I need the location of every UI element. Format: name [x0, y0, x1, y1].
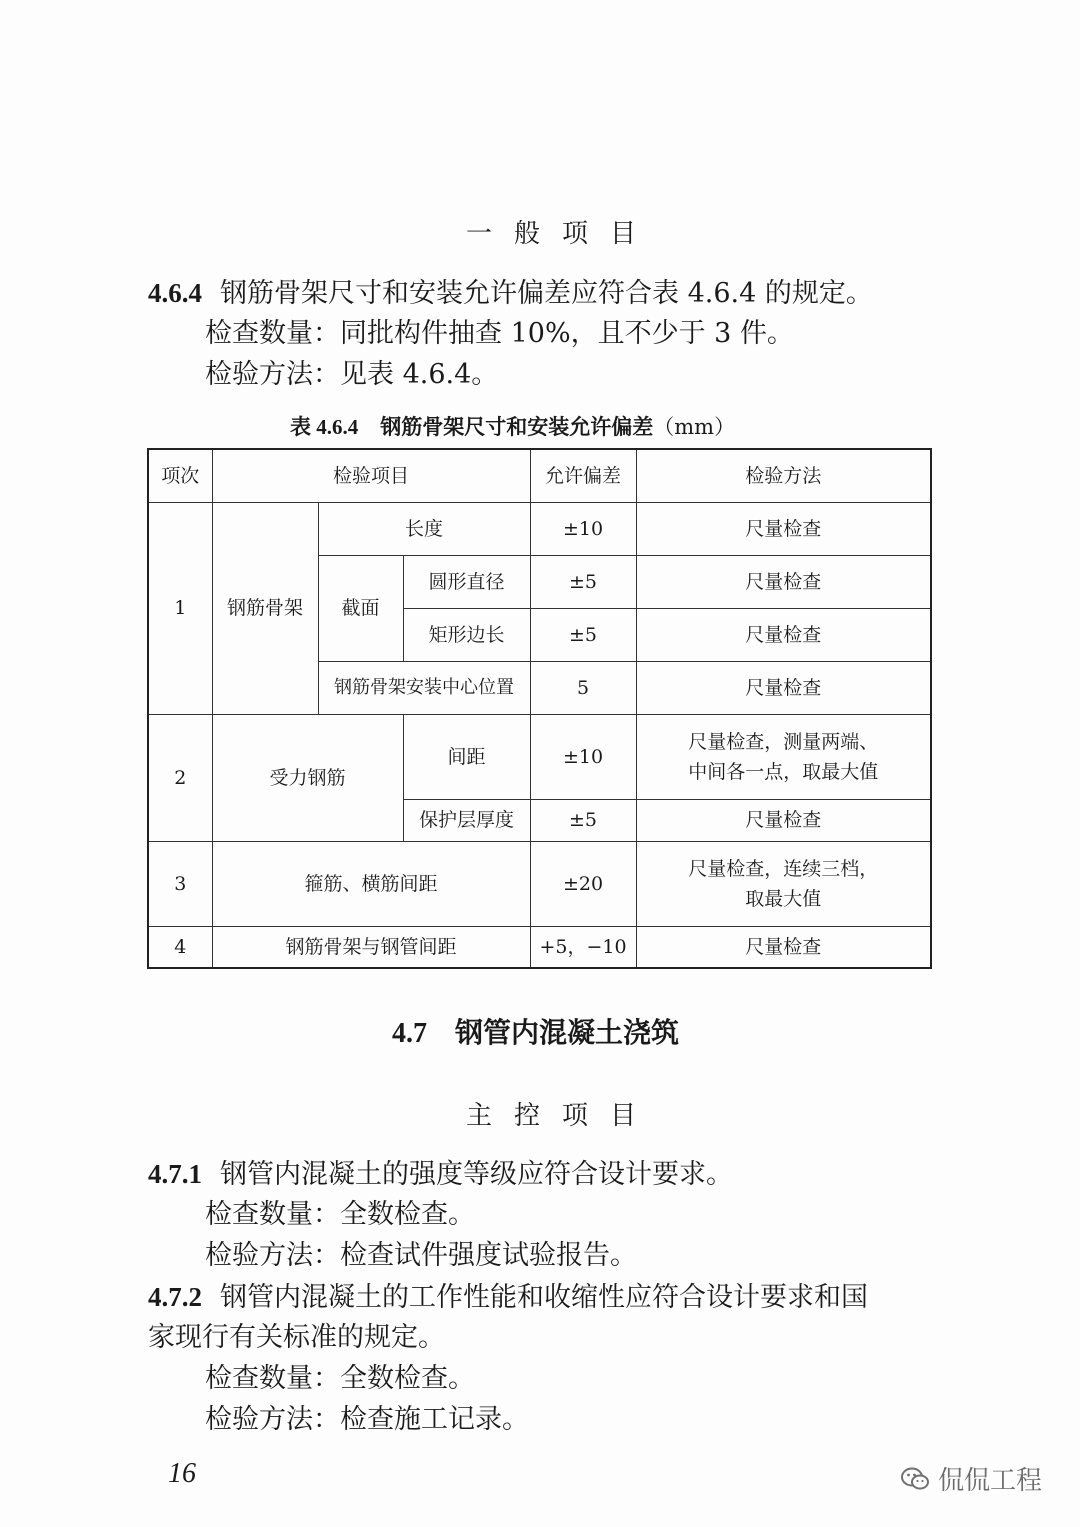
clause-text-continued: 家现行有关标准的规定。 — [148, 1322, 445, 1353]
method-text: 尺量检查，测量两端 — [688, 730, 860, 753]
tolerance-cell: ±20 — [530, 841, 636, 926]
group-cell: 受力钢筋 — [212, 714, 403, 841]
clause-text: 钢筋骨架尺寸和安装允许偏差应符合表 4.6.4 的规定。 — [220, 278, 873, 309]
page-number: 16 — [168, 1458, 196, 1489]
clause-4-6-4 — [148, 276, 873, 311]
table-caption — [290, 411, 735, 441]
item-cell: 箍筋、横筋间距 — [212, 841, 530, 926]
table-row — [148, 926, 931, 968]
table-row — [148, 714, 931, 799]
table-header-row — [148, 449, 931, 502]
check-method: 检验方法：检查施工记录。 — [205, 1404, 529, 1435]
header-cell: 检验项目 — [212, 449, 530, 502]
row-number-cell: 1 — [148, 502, 212, 714]
clause-number: 4.7.1 — [148, 1159, 202, 1189]
item-cell: 钢筋骨架安装中心位置 — [318, 661, 530, 714]
tolerance-cell: +5，−10 — [530, 926, 636, 968]
table-row — [148, 502, 931, 555]
tolerance-cell: ±10 — [530, 714, 636, 799]
general-items-heading: 一般项目 — [466, 219, 659, 249]
item-cell: 圆形直径 — [403, 555, 530, 608]
item-cell: 钢筋骨架与钢管间距 — [212, 926, 530, 968]
section-number: 4.7 — [392, 1018, 427, 1049]
header-cell: 项次 — [148, 449, 212, 502]
method-cell: 尺量检查 — [636, 926, 931, 968]
row-number-cell: 4 — [148, 926, 212, 968]
section-title-text: 钢管内混凝土浇筑 — [455, 1016, 680, 1049]
item-cell: 间距 — [403, 714, 530, 799]
clause-4-7-2 — [148, 1280, 868, 1315]
wechat-icon — [900, 1466, 930, 1492]
tolerance-cell: 5 — [530, 661, 636, 714]
subgroup-cell: 截面 — [318, 555, 403, 661]
group-cell: 钢筋骨架 — [212, 502, 318, 714]
table-caption-title: 钢筋骨架尺寸和安装允许偏差 — [380, 414, 654, 439]
method-cell: 尺量检查 — [636, 502, 931, 555]
item-cell: 矩形边长 — [403, 608, 530, 661]
section-title — [392, 1011, 679, 1051]
check-method: 检验方法：检查试件强度试验报告。 — [205, 1240, 637, 1271]
tolerance-cell: ±5 — [530, 608, 636, 661]
method-line: 尺量检查，连续三档， — [688, 857, 879, 880]
clause-number: 4.6.4 — [148, 278, 202, 308]
clause-4-7-1 — [148, 1157, 733, 1192]
method-cell: 尺量检查 — [636, 608, 931, 661]
row-number-cell: 2 — [148, 714, 212, 841]
item-cell: 保护层厚度 — [403, 799, 530, 841]
row-number-cell: 3 — [148, 841, 212, 926]
check-quantity: 检查数量：全数检查。 — [205, 1199, 475, 1230]
check-quantity: 检查数量：全数检查。 — [205, 1363, 475, 1394]
method-cell — [636, 841, 931, 926]
check-method: 检验方法：见表 4.6.4。 — [205, 359, 499, 390]
table-caption-unit: （mm） — [653, 415, 736, 439]
tolerance-cell: ±5 — [530, 799, 636, 841]
clause-text: 钢管内混凝土的强度等级应符合设计要求。 — [220, 1159, 733, 1190]
check-quantity: 检查数量：同批构件抽查 10%，且不少于 3 件。 — [205, 318, 794, 349]
method-cell: 尺量检查 — [636, 799, 931, 841]
method-text: 、 — [859, 730, 879, 753]
tolerance-table — [147, 448, 932, 969]
header-cell: 检验方法 — [636, 449, 931, 502]
tolerance-cell: ±10 — [530, 502, 636, 555]
clause-text: 钢管内混凝土的工作性能和收缩性应符合设计要求和国 — [220, 1282, 868, 1313]
clause-number: 4.7.2 — [148, 1282, 202, 1312]
main-control-heading: 主控项目 — [466, 1101, 659, 1131]
method-cell — [636, 714, 931, 799]
item-cell: 长度 — [318, 502, 530, 555]
method-cell: 尺量检查 — [636, 661, 931, 714]
method-cell: 尺量检查 — [636, 555, 931, 608]
tolerance-cell: ±5 — [530, 555, 636, 608]
table-row — [148, 841, 931, 926]
header-cell: 允许偏差 — [530, 449, 636, 502]
watermark — [900, 1460, 1042, 1497]
method-line: 中间各一点，取最大值 — [688, 760, 879, 783]
method-line — [640, 727, 928, 757]
table-caption-number: 表 4.6.4 — [290, 415, 359, 439]
watermark-text: 侃侃工程 — [938, 1466, 1043, 1496]
method-line: 取最大值 — [745, 887, 822, 910]
